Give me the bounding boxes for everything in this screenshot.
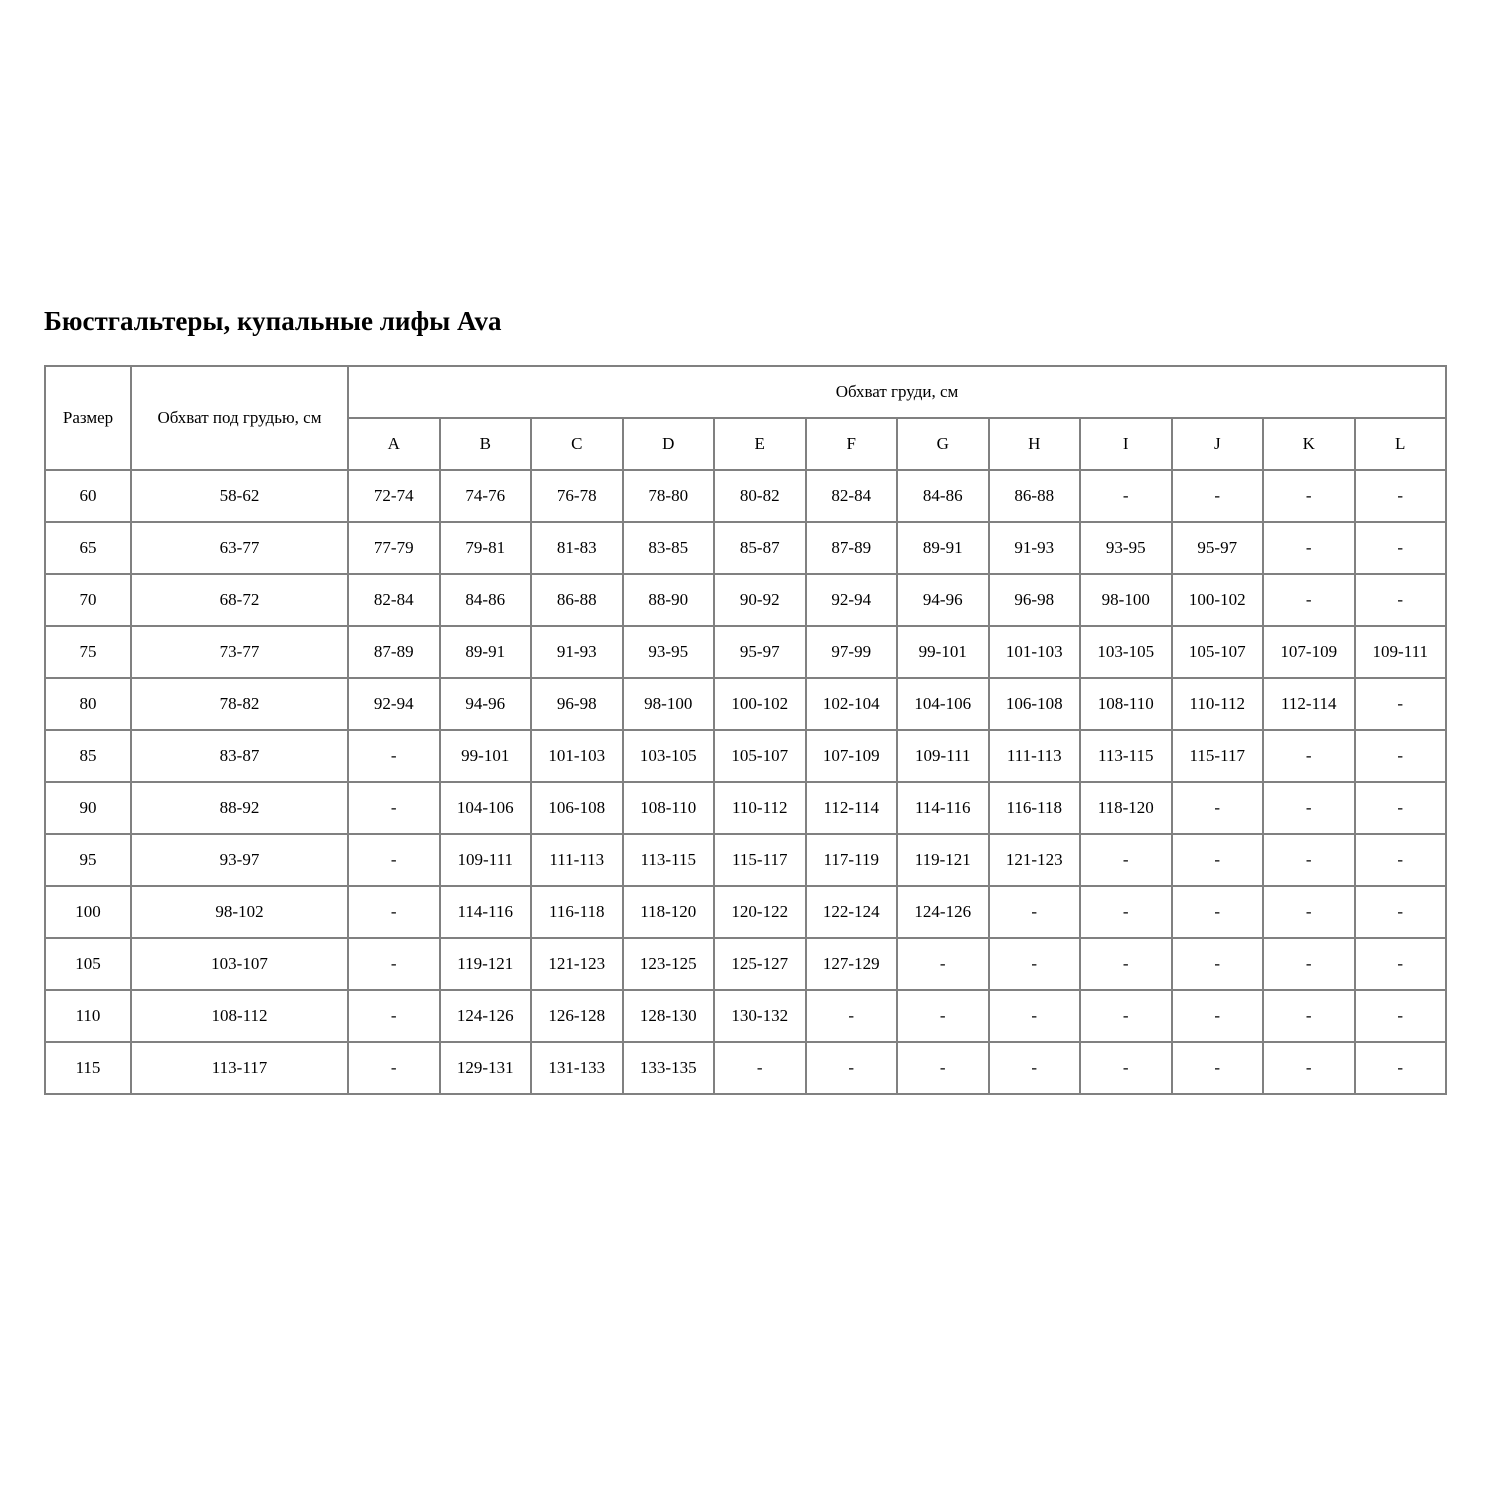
table-body bbox=[45, 470, 1446, 1094]
cup-cell: 106-108 bbox=[531, 782, 623, 834]
underbust-cell: 68-72 bbox=[131, 574, 348, 626]
cup-cell: - bbox=[1080, 990, 1172, 1042]
cup-cell: - bbox=[348, 1042, 440, 1094]
size-cell: 115 bbox=[45, 1042, 131, 1094]
cup-cell: - bbox=[1080, 834, 1172, 886]
col-header-cup-e: E bbox=[714, 418, 806, 470]
cup-cell: 129-131 bbox=[440, 1042, 532, 1094]
cup-cell: 94-96 bbox=[897, 574, 989, 626]
cup-cell: - bbox=[897, 990, 989, 1042]
table-row bbox=[45, 990, 1446, 1042]
cup-cell: - bbox=[1355, 782, 1447, 834]
cup-cell: - bbox=[806, 990, 898, 1042]
col-header-underbust: Обхват под грудью, см bbox=[131, 366, 348, 470]
cup-cell: 99-101 bbox=[440, 730, 532, 782]
cup-cell: 92-94 bbox=[348, 678, 440, 730]
cup-cell: 87-89 bbox=[806, 522, 898, 574]
cup-cell: - bbox=[1355, 522, 1447, 574]
cup-cell: 111-113 bbox=[989, 730, 1081, 782]
cup-cell: 121-123 bbox=[989, 834, 1081, 886]
cup-cell: 98-100 bbox=[623, 678, 715, 730]
cup-cell: 85-87 bbox=[714, 522, 806, 574]
cup-cell: 111-113 bbox=[531, 834, 623, 886]
cup-cell: 92-94 bbox=[806, 574, 898, 626]
cup-cell: - bbox=[1263, 938, 1355, 990]
cup-cell: - bbox=[1355, 990, 1447, 1042]
underbust-cell: 83-87 bbox=[131, 730, 348, 782]
cup-cell: - bbox=[1355, 938, 1447, 990]
cup-cell: 77-79 bbox=[348, 522, 440, 574]
cup-cell: 103-105 bbox=[1080, 626, 1172, 678]
col-header-cup-a: A bbox=[348, 418, 440, 470]
cup-cell: 115-117 bbox=[1172, 730, 1264, 782]
cup-cell: - bbox=[714, 1042, 806, 1094]
cup-cell: 99-101 bbox=[897, 626, 989, 678]
cup-cell: 124-126 bbox=[440, 990, 532, 1042]
cup-cell: 78-80 bbox=[623, 470, 715, 522]
underbust-cell: 63-77 bbox=[131, 522, 348, 574]
cup-cell: 103-105 bbox=[623, 730, 715, 782]
cup-cell: - bbox=[989, 938, 1081, 990]
col-header-cup-f: F bbox=[806, 418, 898, 470]
cup-cell: - bbox=[1172, 834, 1264, 886]
cup-cell: 127-129 bbox=[806, 938, 898, 990]
cup-cell: 79-81 bbox=[440, 522, 532, 574]
size-cell: 105 bbox=[45, 938, 131, 990]
cup-cell: - bbox=[897, 938, 989, 990]
col-header-bust-group: Обхват груди, см bbox=[348, 366, 1446, 418]
cup-cell: 89-91 bbox=[440, 626, 532, 678]
underbust-cell: 58-62 bbox=[131, 470, 348, 522]
cup-cell: - bbox=[1355, 678, 1447, 730]
cup-cell: 124-126 bbox=[897, 886, 989, 938]
cup-cell: - bbox=[1355, 730, 1447, 782]
cup-cell: - bbox=[348, 938, 440, 990]
page-title: Бюстгальтеры, купальные лифы Ava bbox=[44, 306, 502, 336]
cup-cell: 91-93 bbox=[531, 626, 623, 678]
underbust-cell: 88-92 bbox=[131, 782, 348, 834]
size-cell: 60 bbox=[45, 470, 131, 522]
cup-cell: - bbox=[1172, 990, 1264, 1042]
cup-cell: 108-110 bbox=[1080, 678, 1172, 730]
cup-cell: 90-92 bbox=[714, 574, 806, 626]
cup-cell: 94-96 bbox=[440, 678, 532, 730]
col-header-cup-g: G bbox=[897, 418, 989, 470]
cup-cell: - bbox=[348, 730, 440, 782]
cup-cell: 81-83 bbox=[531, 522, 623, 574]
cup-cell: 125-127 bbox=[714, 938, 806, 990]
table-row bbox=[45, 730, 1446, 782]
cup-cell: - bbox=[806, 1042, 898, 1094]
cup-cell: 109-111 bbox=[1355, 626, 1447, 678]
size-cell: 110 bbox=[45, 990, 131, 1042]
cup-cell: 91-93 bbox=[989, 522, 1081, 574]
cup-cell: - bbox=[1263, 1042, 1355, 1094]
cup-cell: - bbox=[1355, 886, 1447, 938]
cup-cell: 74-76 bbox=[440, 470, 532, 522]
cup-cell: - bbox=[1263, 574, 1355, 626]
col-header-cup-l: L bbox=[1355, 418, 1447, 470]
cup-cell: 116-118 bbox=[531, 886, 623, 938]
size-cell: 85 bbox=[45, 730, 131, 782]
cup-cell: - bbox=[1172, 1042, 1264, 1094]
cup-cell: 101-103 bbox=[989, 626, 1081, 678]
cup-cell: 93-95 bbox=[623, 626, 715, 678]
cup-cell: 105-107 bbox=[1172, 626, 1264, 678]
underbust-cell: 93-97 bbox=[131, 834, 348, 886]
table-row bbox=[45, 782, 1446, 834]
cup-cell: - bbox=[1080, 886, 1172, 938]
cup-cell: 95-97 bbox=[1172, 522, 1264, 574]
cup-cell: 93-95 bbox=[1080, 522, 1172, 574]
cup-cell: 126-128 bbox=[531, 990, 623, 1042]
cup-cell: 117-119 bbox=[806, 834, 898, 886]
cup-cell: 80-82 bbox=[714, 470, 806, 522]
table-row bbox=[45, 886, 1446, 938]
cup-cell: 122-124 bbox=[806, 886, 898, 938]
cup-cell: 86-88 bbox=[989, 470, 1081, 522]
cup-cell: - bbox=[1355, 1042, 1447, 1094]
size-cell: 80 bbox=[45, 678, 131, 730]
cup-cell: 108-110 bbox=[623, 782, 715, 834]
cup-cell: 119-121 bbox=[897, 834, 989, 886]
cup-cell: 113-115 bbox=[1080, 730, 1172, 782]
table-header bbox=[45, 366, 1446, 470]
cup-cell: 101-103 bbox=[531, 730, 623, 782]
cup-cell: 119-121 bbox=[440, 938, 532, 990]
cup-cell: 105-107 bbox=[714, 730, 806, 782]
size-cell: 100 bbox=[45, 886, 131, 938]
cup-cell: - bbox=[1355, 574, 1447, 626]
cup-cell: 123-125 bbox=[623, 938, 715, 990]
size-cell: 75 bbox=[45, 626, 131, 678]
cup-cell: 84-86 bbox=[440, 574, 532, 626]
size-cell: 65 bbox=[45, 522, 131, 574]
cup-cell: 114-116 bbox=[440, 886, 532, 938]
col-header-cup-j: J bbox=[1172, 418, 1264, 470]
cup-cell: 109-111 bbox=[440, 834, 532, 886]
cup-cell: - bbox=[1172, 938, 1264, 990]
cup-cell: - bbox=[989, 886, 1081, 938]
underbust-cell: 98-102 bbox=[131, 886, 348, 938]
cup-cell: 112-114 bbox=[1263, 678, 1355, 730]
cup-cell: 95-97 bbox=[714, 626, 806, 678]
cup-cell: 114-116 bbox=[897, 782, 989, 834]
cup-cell: 102-104 bbox=[806, 678, 898, 730]
cup-cell: 72-74 bbox=[348, 470, 440, 522]
cup-cell: 100-102 bbox=[1172, 574, 1264, 626]
cup-cell: - bbox=[348, 782, 440, 834]
cup-cell: - bbox=[1080, 1042, 1172, 1094]
col-header-cup-d: D bbox=[623, 418, 715, 470]
col-header-size: Размер bbox=[45, 366, 131, 470]
underbust-cell: 108-112 bbox=[131, 990, 348, 1042]
cup-cell: - bbox=[1263, 782, 1355, 834]
cup-cell: 120-122 bbox=[714, 886, 806, 938]
table-row bbox=[45, 938, 1446, 990]
cup-cell: 128-130 bbox=[623, 990, 715, 1042]
col-header-cup-i: I bbox=[1080, 418, 1172, 470]
cup-cell: 104-106 bbox=[440, 782, 532, 834]
cup-cell: 106-108 bbox=[989, 678, 1081, 730]
col-header-cup-b: B bbox=[440, 418, 532, 470]
cup-cell: - bbox=[1263, 470, 1355, 522]
cup-cell: 110-112 bbox=[1172, 678, 1264, 730]
cup-cell: 97-99 bbox=[806, 626, 898, 678]
col-header-cup-h: H bbox=[989, 418, 1081, 470]
cup-cell: 82-84 bbox=[806, 470, 898, 522]
cup-cell: - bbox=[1263, 522, 1355, 574]
table-row bbox=[45, 522, 1446, 574]
cup-cell: - bbox=[1080, 470, 1172, 522]
table-row bbox=[45, 1042, 1446, 1094]
cup-cell: - bbox=[989, 1042, 1081, 1094]
cup-cell: - bbox=[348, 990, 440, 1042]
cup-cell: 118-120 bbox=[1080, 782, 1172, 834]
cup-cell: 115-117 bbox=[714, 834, 806, 886]
cup-cell: 110-112 bbox=[714, 782, 806, 834]
cup-cell: 116-118 bbox=[989, 782, 1081, 834]
underbust-cell: 113-117 bbox=[131, 1042, 348, 1094]
cup-cell: - bbox=[1355, 834, 1447, 886]
table-row bbox=[45, 574, 1446, 626]
cup-cell: 118-120 bbox=[623, 886, 715, 938]
size-chart-table bbox=[44, 365, 1447, 1095]
underbust-cell: 103-107 bbox=[131, 938, 348, 990]
size-cell: 70 bbox=[45, 574, 131, 626]
cup-cell: 121-123 bbox=[531, 938, 623, 990]
cup-cell: - bbox=[1355, 470, 1447, 522]
col-header-cup-c: C bbox=[531, 418, 623, 470]
cup-cell: 112-114 bbox=[806, 782, 898, 834]
cup-cell: - bbox=[1172, 782, 1264, 834]
cup-cell: 133-135 bbox=[623, 1042, 715, 1094]
cup-cell: 82-84 bbox=[348, 574, 440, 626]
cup-cell: 86-88 bbox=[531, 574, 623, 626]
cup-cell: - bbox=[1172, 886, 1264, 938]
cup-cell: 76-78 bbox=[531, 470, 623, 522]
cup-cell: - bbox=[1263, 886, 1355, 938]
cup-cell: 107-109 bbox=[1263, 626, 1355, 678]
cup-cell: - bbox=[1080, 938, 1172, 990]
cup-cell: 83-85 bbox=[623, 522, 715, 574]
size-cell: 95 bbox=[45, 834, 131, 886]
table-row bbox=[45, 470, 1446, 522]
cup-cell: 130-132 bbox=[714, 990, 806, 1042]
cup-cell: 100-102 bbox=[714, 678, 806, 730]
table-row bbox=[45, 834, 1446, 886]
cup-cell: - bbox=[1172, 470, 1264, 522]
cup-cell: 104-106 bbox=[897, 678, 989, 730]
size-cell: 90 bbox=[45, 782, 131, 834]
table-header-row-top bbox=[45, 366, 1446, 418]
cup-cell: 89-91 bbox=[897, 522, 989, 574]
cup-cell: - bbox=[1263, 730, 1355, 782]
cup-cell: 113-115 bbox=[623, 834, 715, 886]
cup-cell: 107-109 bbox=[806, 730, 898, 782]
cup-cell: - bbox=[1263, 990, 1355, 1042]
cup-cell: 96-98 bbox=[989, 574, 1081, 626]
cup-cell: - bbox=[1263, 834, 1355, 886]
table-row bbox=[45, 626, 1446, 678]
cup-cell: 88-90 bbox=[623, 574, 715, 626]
cup-cell: 98-100 bbox=[1080, 574, 1172, 626]
cup-cell: 84-86 bbox=[897, 470, 989, 522]
cup-cell: - bbox=[348, 834, 440, 886]
cup-cell: - bbox=[897, 1042, 989, 1094]
underbust-cell: 73-77 bbox=[131, 626, 348, 678]
cup-cell: 87-89 bbox=[348, 626, 440, 678]
cup-cell: - bbox=[348, 886, 440, 938]
col-header-cup-k: K bbox=[1263, 418, 1355, 470]
table-row bbox=[45, 678, 1446, 730]
cup-cell: 96-98 bbox=[531, 678, 623, 730]
underbust-cell: 78-82 bbox=[131, 678, 348, 730]
cup-cell: 131-133 bbox=[531, 1042, 623, 1094]
cup-cell: 109-111 bbox=[897, 730, 989, 782]
cup-cell: - bbox=[989, 990, 1081, 1042]
